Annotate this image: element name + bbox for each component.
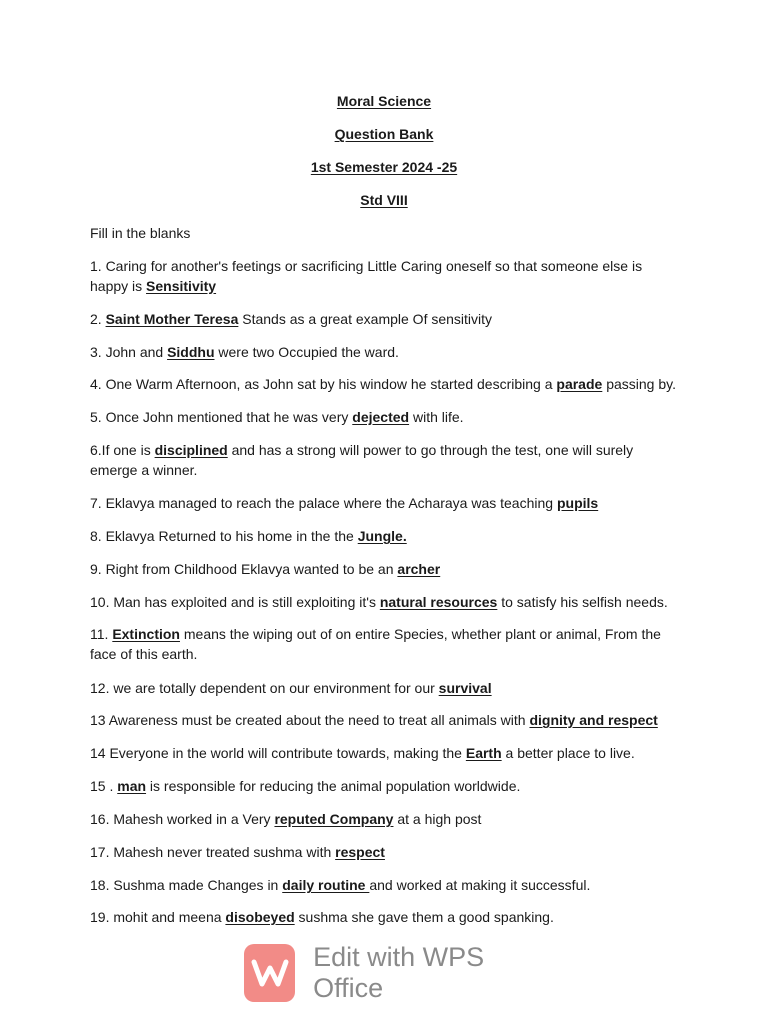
wps-logo-icon xyxy=(244,944,295,1002)
question-text-end: Stands as a great example Of sensitivity xyxy=(238,311,493,327)
question-answer: dignity and respect xyxy=(529,712,658,728)
question-item xyxy=(90,777,680,797)
question-item xyxy=(90,560,680,580)
question-text: 14 Everyone in the world will contribute towards, making the xyxy=(90,745,466,761)
question-item xyxy=(90,810,680,830)
section-heading: Fill in the blanks xyxy=(90,225,191,241)
question-item xyxy=(90,679,680,699)
question-text-end: means the wiping out of on entire Species, whether plant or animal, From the face of this earth. xyxy=(90,626,661,662)
question-text: 11. xyxy=(90,626,113,642)
question-text-end: were two Occupied the ward. xyxy=(214,344,399,360)
question-answer: respect xyxy=(335,844,385,860)
question-text: 13 Awareness must be created about the need to treat all animals with xyxy=(90,712,530,728)
question-text: 16. Mahesh worked in a Very xyxy=(90,811,275,827)
question-answer: Siddhu xyxy=(167,344,215,360)
question-item xyxy=(90,744,680,764)
question-text-end: and worked at making it successful. xyxy=(369,877,591,893)
question-text: 5. Once John mentioned that he was very xyxy=(90,409,353,425)
question-item xyxy=(90,711,680,731)
question-text-end: passing by. xyxy=(602,376,676,392)
question-text: 2. xyxy=(90,311,106,327)
question-item xyxy=(90,441,680,480)
question-answer: pupils xyxy=(556,495,599,511)
question-text: 4. One Warm Afternoon, as John sat by his window he started describing a xyxy=(90,376,557,392)
question-item xyxy=(90,494,680,514)
question-item xyxy=(90,343,680,363)
question-answer: Saint Mother Teresa xyxy=(105,311,239,327)
question-text-end: a better place to live. xyxy=(501,745,635,761)
question-item xyxy=(90,527,680,547)
question-item xyxy=(90,843,680,863)
question-text-end: and has a strong will power to go through the test, one will surely emerge a winner. xyxy=(90,442,634,478)
question-text: 19. mohit and meena xyxy=(90,909,226,925)
question-item xyxy=(90,375,680,395)
question-text: 6.If one is xyxy=(90,442,155,458)
question-answer: natural resources xyxy=(379,594,498,610)
question-answer: disobeyed xyxy=(225,909,295,925)
question-answer: man xyxy=(117,778,147,794)
question-text-end: with life. xyxy=(409,409,464,425)
subject-title: Moral Science xyxy=(336,93,432,109)
question-text: 15 . xyxy=(90,778,118,794)
question-answer: Sensitivity xyxy=(146,277,217,294)
question-answer: disciplined xyxy=(154,442,228,458)
question-answer: Extinction xyxy=(112,626,180,642)
question-item xyxy=(90,625,680,664)
question-text: 10. Man has exploited and is still exploiting it's xyxy=(90,594,380,610)
question-text-end: sushma she gave them a good spanking. xyxy=(294,909,554,925)
question-text: 18. Sushma made Changes in xyxy=(90,877,283,893)
doc-type-title: Question Bank xyxy=(334,126,434,142)
question-answer: dejected xyxy=(352,409,410,425)
question-item xyxy=(90,310,680,330)
question-text: 1. Caring for another's feetings or sacrificing Little Caring oneself so that someone else is happy is xyxy=(90,258,643,294)
question-text: 7. Eklavya managed to reach the palace where the Acharaya was teaching xyxy=(90,495,557,511)
question-item xyxy=(90,593,680,613)
question-answer: archer xyxy=(397,561,441,577)
question-item xyxy=(90,876,680,896)
question-item xyxy=(90,908,680,928)
question-answer: Jungle. xyxy=(357,528,407,544)
question-answer: daily routine xyxy=(282,877,370,893)
question-text: 17. Mahesh never treated sushma with xyxy=(90,844,336,860)
question-answer: reputed Company xyxy=(274,811,394,827)
question-text-end: to satisfy his selfish needs. xyxy=(497,594,668,610)
standard-title: Std VIII xyxy=(360,192,408,208)
question-item xyxy=(90,257,680,296)
question-text-end: is responsible for reducing the animal population worldwide. xyxy=(146,778,521,794)
question-text: 9. Right from Childhood Eklavya wanted to be an xyxy=(90,561,398,577)
question-text: 8. Eklavya Returned to his home in the the xyxy=(90,528,358,544)
question-text: 12. we are totally dependent on our environment for our xyxy=(90,680,439,696)
wps-watermark-label: Edit with WPS Office xyxy=(313,942,485,1003)
question-answer: parade xyxy=(556,376,603,392)
question-answer: survival xyxy=(438,680,492,696)
question-item xyxy=(90,408,680,428)
question-text: 3. John and xyxy=(90,344,168,360)
semester-title: 1st Semester 2024 -25 xyxy=(310,159,458,175)
question-answer: Earth xyxy=(465,745,502,761)
wps-watermark[interactable] xyxy=(244,943,544,1003)
question-text-end: at a high post xyxy=(393,811,482,827)
